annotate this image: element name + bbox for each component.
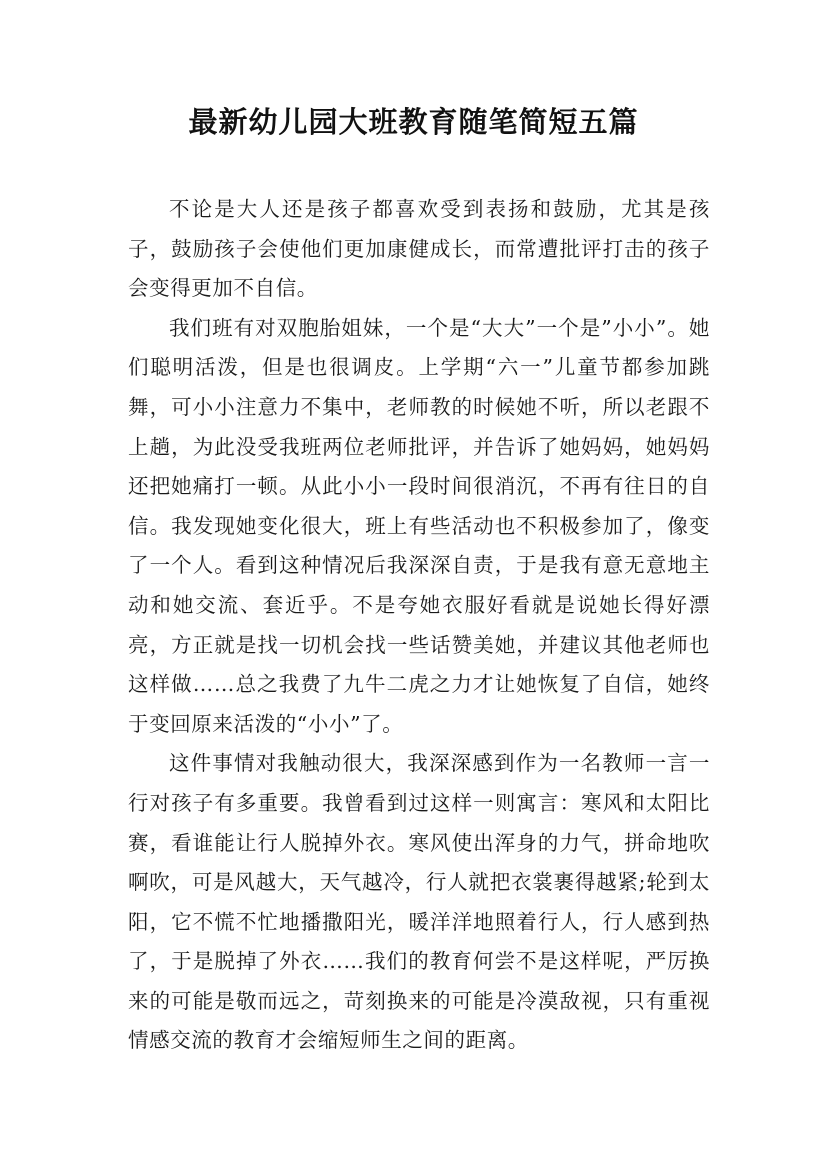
paragraph-3: 这件事情对我触动很大，我深深感到作为一名教师一言一行对孩子有多重要。我曾看到过这样一则寓言：寒风和太阳比赛，看谁能让行人脱掉外衣。寒风使出浑身的力气，拼命地吹啊吹，可是风越大，天气越冷，行人就把衣裳裹得越紧;轮到太阳，它不慌不忙地播撒阳光，暖洋洋地照着行人，行人感到热了，于是脱掉了外衣……我们的教育何尝不是这样呢，严厉换来的可能是敬而远之，苛刻换来的可能是冷漠敌视，只有重视情感交流的教育才会缩短师生之间的距离。: [128, 751, 710, 1053]
paragraph-1: 不论是大人还是孩子都喜欢受到表扬和鼓励，尤其是孩子，鼓励孩子会使他们更加康健成长，而常遭批评打击的孩子会变得更加不自信。: [128, 197, 710, 301]
paragraph-2: 我们班有对双胞胎姐妹，一个是“大大”一个是”小小”。她们聪明活泼，但是也很调皮。上学期“六一”儿童节都参加跳舞，可小小注意力不集中，老师教的时候她不听，所以老跟不上趟，为此没受我班两位老师批评，并告诉了她妈妈，她妈妈还把她痛打一顿。从此小小一段时间很消沉，不再有往日的自信。我发现她变化很大，班上有些活动也不积极参加了，像变了一个人。看到这种情况后我深深自责，于是我有意无意地主动和她交流、套近乎。不是夸她衣服好看就是说她长得好漂亮，方正就是找一切机会找一些话赞美她，并建议其他老师也这样做……总之我费了九牛二虎之力才让她恢复了自信，她终于变回原来活泼的“小小”了。: [128, 315, 710, 736]
document-title: 最新幼儿园大班教育随笔简短五篇: [188, 105, 639, 139]
document-body: [128, 190, 710, 1061]
